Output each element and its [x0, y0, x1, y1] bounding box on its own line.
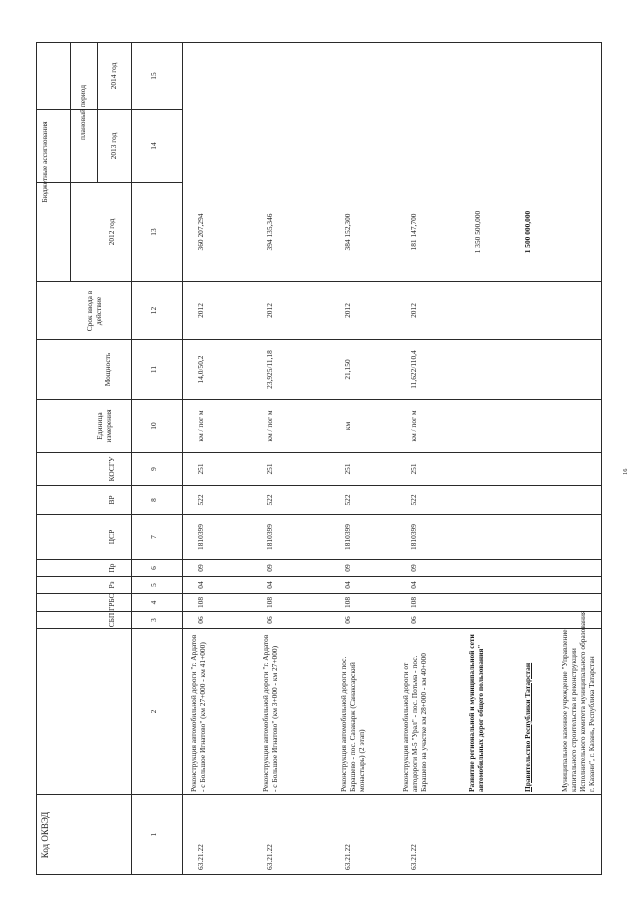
row-vr: 522: [343, 494, 352, 506]
column-divider: [36, 611, 601, 612]
row-kosgu: 251: [343, 463, 352, 475]
column-number: 3: [149, 618, 158, 622]
column-divider: [36, 452, 601, 453]
institution-line: капитального строительства и реконструкции: [569, 648, 578, 792]
row-term: 2012: [409, 303, 418, 318]
header-rz: Рз: [107, 581, 116, 589]
column-divider: [36, 628, 601, 629]
header-term: Срок ввода в действие: [85, 290, 103, 332]
row-unit: км / пог м: [409, 410, 418, 442]
institution-line: Исполнительного комитета муниципального образования: [578, 610, 587, 792]
row-kosgu: 251: [265, 463, 274, 475]
row-sbp: 06: [196, 616, 205, 624]
row-power: 11,622/110,4: [409, 350, 418, 389]
row-grbs: 108: [265, 596, 274, 609]
header-kosgu: КОСГУ: [107, 456, 116, 482]
row-csr: 1810399: [343, 524, 352, 550]
column-number: 11: [149, 365, 158, 374]
row-rz: 04: [265, 581, 274, 589]
column-number: 12: [149, 306, 158, 315]
row-csr: 1810399: [409, 524, 418, 550]
column-number: 6: [149, 566, 158, 570]
row-amount-2012: 384 152,300: [343, 213, 352, 251]
header-okved: Код ОКВЭД: [40, 811, 50, 859]
column-number: 14: [149, 142, 158, 150]
row-name: Реконструкция автомобильной дороги от автодороги М-5 "Урал" - пос. Потьма - пос. Барашево на участке км 28+000 - км 40+000: [401, 653, 428, 792]
row-csr: 1810399: [196, 524, 205, 550]
column-number: 4: [149, 600, 158, 605]
row-grbs: 108: [343, 596, 352, 609]
column-number: 15: [149, 72, 158, 80]
column-number: 2: [149, 709, 158, 714]
row-rz: 04: [343, 581, 352, 589]
row-vr: 522: [265, 494, 274, 506]
row-kosgu: 251: [196, 463, 205, 475]
row-power: 23,925/11,18: [265, 350, 274, 389]
row-pr: 09: [196, 564, 205, 572]
row-sbp: 06: [265, 616, 274, 624]
column-divider: [36, 794, 601, 795]
header-pr: Пр: [107, 563, 116, 573]
row-okved: 63.21.22: [409, 844, 418, 870]
row-term: 2012: [343, 303, 352, 318]
row-pr: 09: [409, 564, 418, 572]
row-csr: 1810399: [265, 524, 274, 550]
header-sbp: СБП: [107, 612, 116, 628]
table-border-top: [36, 42, 37, 875]
column-divider: [36, 109, 182, 110]
row-okved: 63.21.22: [196, 844, 205, 870]
column-divider: [36, 514, 601, 515]
header-unit: Единица измерения: [95, 409, 113, 443]
header-2013: 2013 год: [109, 132, 118, 160]
row-grbs: 108: [196, 596, 205, 609]
column-divider: [36, 485, 601, 486]
header-csr: ЦСР: [107, 529, 116, 545]
column-number: 13: [149, 228, 158, 236]
row-unit: км: [343, 421, 352, 431]
government-amount: 1 500 000,000: [523, 210, 532, 254]
column-divider: [36, 559, 601, 560]
row-grbs: 108: [409, 596, 418, 609]
row-sbp: 06: [343, 616, 352, 624]
row-kosgu: 251: [409, 463, 418, 475]
header-vr: ВР: [107, 495, 116, 505]
row-amount-2012: 181 147,700: [409, 213, 418, 251]
subtotal-label: Развитие региональной и муниципальной сети автомобильных дорог общего пользования": [467, 634, 485, 792]
column-number: 7: [149, 535, 158, 539]
header-2014: 2014 год: [109, 62, 118, 90]
column-numbers-bottom: [182, 42, 183, 875]
institution-line: г. Казани", г. Казань, Республика Татарстан: [587, 656, 596, 792]
column-divider: [36, 399, 601, 400]
column-divider: [36, 593, 601, 594]
header-budget: Бюджетные ассигнования: [40, 121, 49, 203]
row-vr: 522: [409, 494, 418, 506]
header-divider-years: [97, 109, 98, 110]
government-label: Правительство Республики Татарстан: [523, 662, 532, 792]
row-amount-2012: 360 207,294: [196, 213, 205, 251]
row-name: Реконструкция автомобильной дороги "г. Ардатов - с Большое Игнатово" (км 3+000 - км 27+000): [261, 634, 279, 792]
subtotal-amount: 1 350 500,000: [473, 210, 482, 254]
row-unit: км / пог м: [196, 410, 205, 442]
institution-line: Муниципальное казенное учреждение "Управление: [560, 629, 569, 792]
page-number: 16: [622, 468, 629, 475]
row-power: 14,0/50,2: [196, 355, 205, 384]
header-planned: плановый период: [78, 85, 87, 140]
row-pr: 09: [343, 564, 352, 572]
row-amount-2012: 394 135,346: [265, 213, 274, 251]
header-grbs: ГРБС: [107, 593, 116, 611]
column-divider: [36, 339, 601, 340]
column-divider: [36, 281, 601, 282]
row-vr: 522: [196, 494, 205, 506]
row-power: 21,150: [343, 359, 352, 380]
column-number: 8: [149, 498, 158, 502]
row-okved: 63.21.22: [343, 844, 352, 870]
row-rz: 04: [196, 581, 205, 589]
row-sbp: 06: [409, 616, 418, 624]
row-okved: 63.21.22: [265, 844, 274, 870]
column-number: 9: [149, 467, 158, 471]
column-number: 10: [149, 422, 158, 430]
row-term: 2012: [265, 303, 274, 318]
row-term: 2012: [196, 303, 205, 318]
header-bottom: [131, 42, 132, 875]
table-border-left: [36, 874, 601, 875]
row-name: Реконструкция автомобильной дороги пос. Барашево - пос. Сазакарж (Санаксарский монастырь) (2 этап): [339, 656, 366, 792]
header-divider-planned: [97, 42, 98, 183]
table-border-bottom: [601, 42, 602, 875]
column-number: 5: [149, 583, 158, 587]
row-rz: 04: [409, 581, 418, 589]
column-number: 1: [149, 832, 158, 837]
header-2012: 2012 год: [107, 218, 116, 246]
header-divider-budget: [70, 42, 71, 282]
row-unit: км / пог м: [265, 410, 274, 442]
row-name: Реконструкция автомобильной дороги "г. Ардатов - с Большое Игнатово" (км 27+000 - км 41+000): [189, 634, 207, 792]
column-divider: [36, 576, 601, 577]
table-border-right: [36, 42, 601, 43]
header-power: Мощность: [103, 352, 112, 387]
row-pr: 09: [265, 564, 274, 572]
